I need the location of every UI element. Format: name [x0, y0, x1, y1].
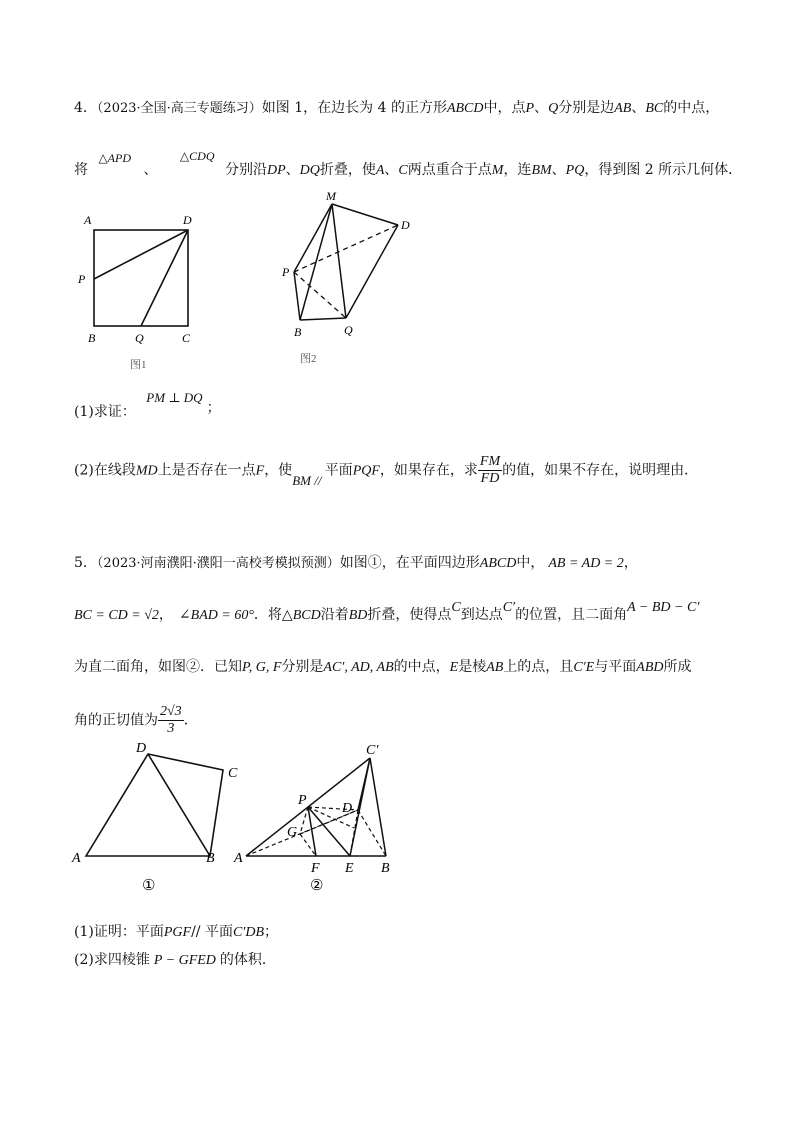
q5-fig1-label-d: D	[136, 741, 147, 756]
q4-triangle-cdq: △CDQ	[179, 149, 215, 163]
q4-fig1-label-c: C	[182, 331, 191, 345]
q5-fig1-label-a: A	[72, 851, 81, 866]
q5-fig2-caption: ②	[310, 878, 324, 894]
q5-fig1-label-b: B	[206, 851, 215, 866]
q4-fig1-segment-pd	[94, 230, 188, 279]
q4-fig2-edge-pb	[294, 272, 300, 320]
q5-fig2-label-c-prime: C′	[366, 743, 379, 758]
q5-line1: 5．（2023·河南濮阳·濮阳一高校考模拟预测）如图①，在平面四边形ABCD中， AB = AD = 2，	[74, 555, 638, 571]
q4-line2: 将 △APD 、 △CDQ 分别沿DP、DQ折叠，使A、C两点重合于点M，连BM、PQ，得到图 2 所示几何体．	[74, 149, 743, 178]
q5-fig1-segment-bd	[148, 754, 210, 856]
q4-part2: (2)在线段MD上是否存在一点F，使BM // 平面PQF，如果存在，求 $\frac{FM}{FD}$ 的值，如果不存在，说明理由．	[74, 454, 699, 488]
q4-fig2-label-d: D	[401, 218, 410, 232]
q5-fig2-label-g: G	[287, 825, 298, 840]
q5-fig2-label-a: A	[234, 851, 243, 866]
q4-fig2-edge-md	[332, 204, 398, 225]
q4-fig2-caption: 图2	[300, 353, 317, 365]
q4-figure-2	[280, 190, 420, 376]
q5-part2: (2)求四棱锥 P − GFED 的体积．	[74, 952, 276, 968]
q5-fig2-label-b: B	[381, 861, 390, 876]
q4-fig1-segment-qd	[141, 230, 188, 326]
q4-fig1-label-q: Q	[135, 331, 144, 345]
q4-source: （2023·全国·高三专题练习）	[96, 101, 262, 116]
q4-fig1-caption: 图1	[130, 359, 147, 371]
q4-figure-1	[78, 208, 208, 376]
q5-source: （2023·河南濮阳·濮阳一高校考模拟预测）	[96, 556, 340, 571]
q4-fig2-label-b: B	[294, 325, 302, 339]
q4-fig2-edge-qd	[346, 225, 398, 318]
q5-fig1-label-c: C	[228, 766, 238, 781]
q5-fig2-label-d: D	[342, 801, 353, 816]
q5-fig2-label-e: E	[345, 861, 354, 876]
q5-figure-2	[230, 738, 410, 898]
q4-fig2-label-q: Q	[344, 323, 353, 337]
q5-fig1-quadrilateral	[86, 754, 223, 856]
q5-fig2-label-f: F	[311, 861, 320, 876]
q4-fraction-fm-fd: $\frac{FM}{FD}$	[479, 454, 501, 486]
q4-part1: (1)求证： PM ⊥ DQ；	[74, 390, 221, 420]
q4-fig2-edge-mq	[332, 204, 346, 318]
q4-fig2-edge-mp	[294, 204, 332, 272]
q4-part1-expression: PM ⊥ DQ	[146, 390, 203, 405]
q4-number: 4．	[74, 100, 97, 116]
q5-line3: 为直二面角，如图②．已知P, G, F分别是AC′, AD, AB的中点，E是棱AB上的点，且C′E与平面ABD所成	[74, 659, 692, 675]
q4-fig2-edge-mb	[300, 204, 332, 320]
q5-part1: (1)证明：平面PGF// 平面C′DB；	[74, 924, 279, 940]
q5-figure-1	[70, 738, 250, 898]
q5-number: 5．	[74, 555, 97, 571]
q4-fig2-label-m: M	[326, 190, 336, 203]
q4-fig1-square	[94, 230, 188, 326]
q4-fig1-label-a: A	[84, 213, 92, 227]
q4-fig2-edge-bq	[300, 318, 346, 320]
q4-fig2-label-p: P	[282, 265, 290, 279]
q4-line1: 4．（2023·全国·高三专题练习）如图 1，在边长为 4 的正方形ABCD中，点P、Q分别是边AB、BC的中点，	[74, 100, 720, 116]
q4-triangle-apd: △APD	[98, 151, 132, 165]
q4-fig1-label-b: B	[88, 331, 96, 345]
q5-fig2-label-p: P	[298, 793, 307, 808]
q5-fig2-edge-cb	[370, 758, 386, 856]
q5-fig1-caption: ①	[142, 878, 156, 894]
q5-fraction-tangent: $\frac{2√3}{3}$	[160, 704, 182, 736]
q4-fig1-label-p: P	[78, 272, 86, 286]
q4-fig1-label-d: D	[183, 213, 192, 227]
q5-line2: BC = CD = √2， ∠BAD = 60°．将△BCD沿着BD折叠，使得点C到达点C′的位置，且二面角A − BD − C′	[74, 600, 700, 623]
q5-line4: 角的正切值为 $\frac{2√3}{3}$ ．	[74, 704, 198, 736]
q4-fig2-edge-pd-dashed	[294, 225, 398, 272]
